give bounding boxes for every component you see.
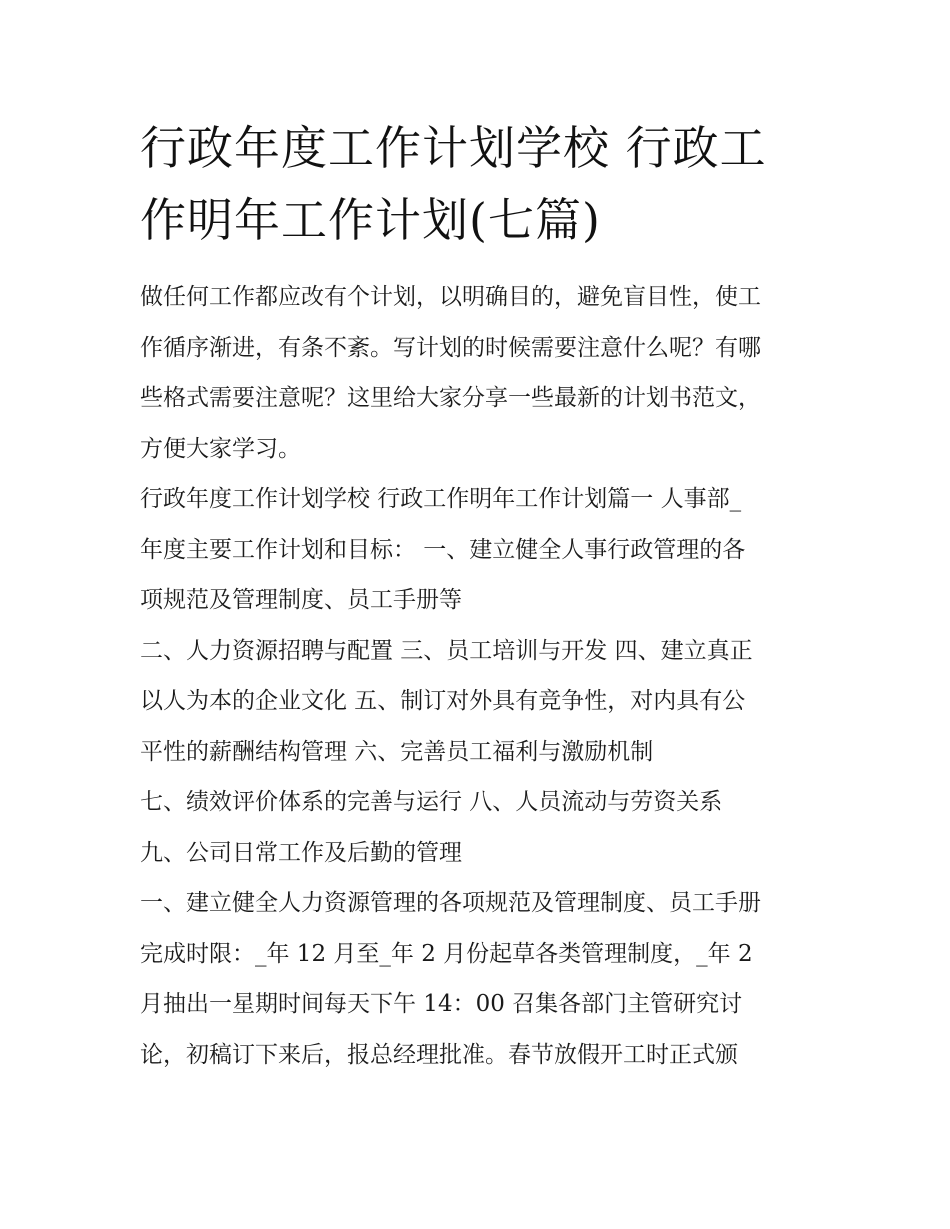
section-paragraph bbox=[140, 626, 815, 778]
title-line: 行政年度工作计划学校 行政工 bbox=[140, 121, 767, 175]
intro-paragraph bbox=[140, 272, 815, 474]
text-line: 月抽出一星期时间每天下午 14：00 召集各部门主管研究讨 bbox=[140, 991, 743, 1017]
text-line: 以人为本的企业文化 五、制订对外具有竞争性，对内具有公 bbox=[140, 688, 746, 714]
document-title bbox=[140, 112, 815, 256]
text-line: 平性的薪酬结构管理 六、完善员工福利与激励机制 bbox=[140, 738, 654, 765]
text-line: 些格式需要注意呢？这里给大家分享一些最新的计划书范文， bbox=[140, 385, 761, 411]
text-line: 项规范及管理制度、员工手册等 bbox=[140, 587, 462, 613]
text-line: 完成时限：_年 12 月至_年 2 月份起草各类管理制度，_年 2 bbox=[140, 940, 753, 967]
text-line: 年度主要工作计划和目标： 一、建立健全人事行政管理的各 bbox=[140, 536, 746, 563]
document-page bbox=[140, 112, 815, 1080]
section-paragraph bbox=[140, 777, 815, 828]
text-line: 作循序渐进，有条不紊。写计划的时候需要注意什么呢？有哪 bbox=[140, 334, 761, 361]
text-line: 一、建立健全人力资源管理的各项规范及管理制度、员工手册 bbox=[140, 890, 761, 916]
section-paragraph bbox=[140, 474, 815, 626]
section-paragraph bbox=[140, 828, 815, 879]
section-paragraph bbox=[140, 878, 815, 1080]
text-line: 七、绩效评价体系的完善与运行 八、人员流动与劳资关系 bbox=[140, 789, 723, 815]
text-line: 做任何工作都应改有个计划，以明确目的，避免盲目性，使工 bbox=[140, 284, 761, 310]
title-line: 作明年工作计划(七篇) bbox=[140, 193, 601, 247]
text-line: 方便大家学习。 bbox=[140, 435, 301, 462]
text-line: 行政年度工作计划学校 行政工作明年工作计划篇一 人事部_ bbox=[140, 486, 742, 512]
text-line: 二、人力资源招聘与配置 三、员工培训与开发 四、建立真正 bbox=[140, 637, 753, 664]
text-line: 论，初稿订下来后，报总经理批准。春节放假开工时正式颁 bbox=[140, 1041, 738, 1068]
text-line: 九、公司日常工作及后勤的管理 bbox=[140, 839, 462, 866]
